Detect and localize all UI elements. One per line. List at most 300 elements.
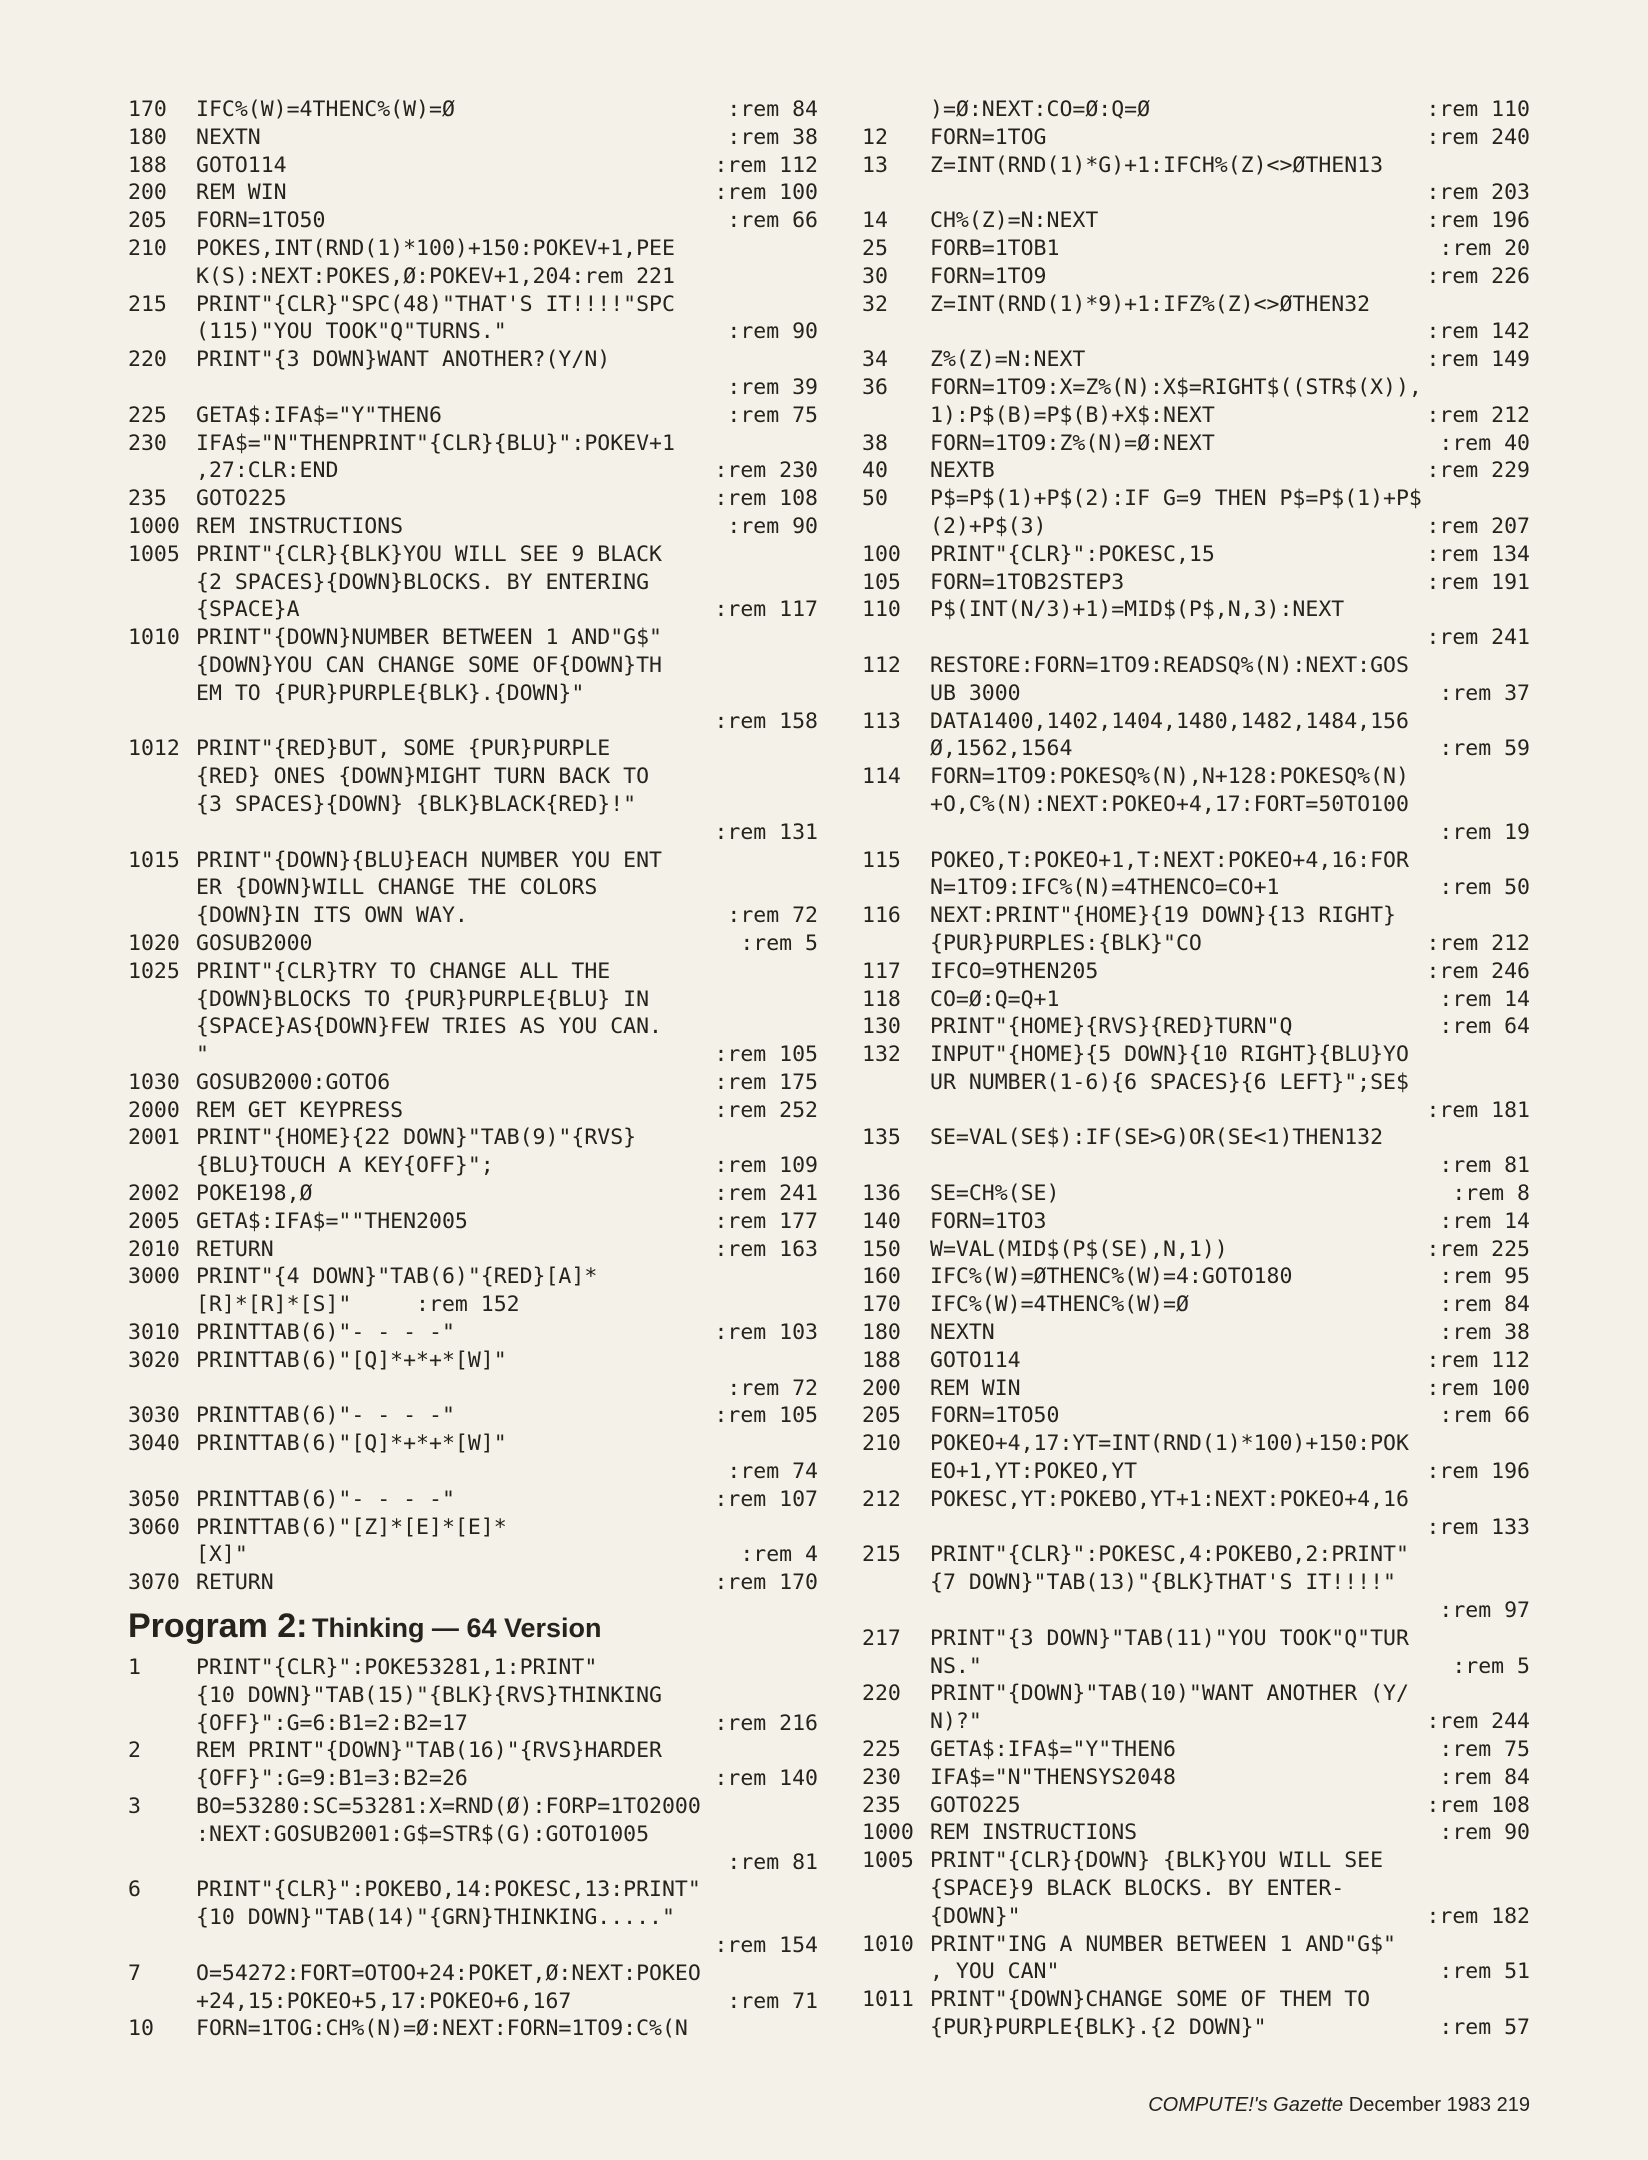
code-line bbox=[128, 402, 818, 430]
line-number: 2001 bbox=[128, 1125, 180, 1151]
line-code: FORN=1TOG:CH%(N)=Ø:NEXT:FORN=1TO9:C%(N bbox=[196, 2016, 688, 2042]
line-checksum: :rem 244 bbox=[1426, 1709, 1530, 1735]
code-line bbox=[862, 819, 1530, 847]
line-number: 25 bbox=[862, 235, 888, 261]
code-line bbox=[862, 1819, 1530, 1847]
code-line bbox=[862, 541, 1530, 569]
line-code: {SPACE}AS{DOWN}FEW TRIES AS YOU CAN. bbox=[196, 1014, 662, 1040]
code-line bbox=[862, 958, 1530, 986]
line-code: RETURN bbox=[196, 1236, 274, 1262]
line-number: 38 bbox=[862, 430, 888, 456]
line-code: POKEO+4,17:YT=INT(RND(1)*100)+150:POK bbox=[930, 1431, 1409, 1457]
line-code: {RED} ONES {DOWN}MIGHT TURN BACK TO bbox=[196, 764, 650, 790]
code-line bbox=[862, 1236, 1530, 1264]
line-number: 40 bbox=[862, 458, 888, 484]
line-checksum: :rem 4 bbox=[740, 1542, 818, 1568]
code-line bbox=[128, 1375, 818, 1403]
code-line bbox=[862, 485, 1530, 513]
code-line bbox=[128, 1821, 818, 1849]
line-number: 3000 bbox=[128, 1264, 180, 1290]
line-number: 105 bbox=[862, 569, 901, 595]
line-number: 50 bbox=[862, 486, 888, 512]
code-line bbox=[128, 1960, 818, 1988]
line-checksum: :rem 158 bbox=[714, 708, 818, 734]
line-code: UR NUMBER(1-6){6 SPACES}{6 LEFT}";SE$ bbox=[930, 1069, 1409, 1095]
line-number: 225 bbox=[128, 402, 167, 428]
line-code: GOTO114 bbox=[930, 1347, 1021, 1373]
line-code: (115)"YOU TOOK"Q"TURNS." bbox=[196, 319, 507, 345]
line-code: FORN=1TOG bbox=[930, 124, 1047, 150]
line-code: SE=CH%(SE) bbox=[930, 1181, 1060, 1207]
code-line bbox=[128, 207, 818, 235]
line-code: ,27:CLR:END bbox=[196, 458, 339, 484]
line-code: GOSUB2000 bbox=[196, 930, 313, 956]
code-line bbox=[128, 124, 818, 152]
line-checksum: :rem 71 bbox=[727, 1988, 818, 2014]
line-number: 2002 bbox=[128, 1181, 180, 1207]
line-code: IFC%(W)=4THENC%(W)=Ø bbox=[930, 1292, 1189, 1318]
line-code: P$(INT(N/3)+1)=MID$(P$,N,3):NEXT bbox=[930, 597, 1345, 623]
line-number: 32 bbox=[862, 291, 888, 317]
line-code: GETA$:IFA$=""THEN2005 bbox=[196, 1208, 468, 1234]
line-checksum: :rem 103 bbox=[714, 1320, 818, 1346]
line-number: 3030 bbox=[128, 1403, 180, 1429]
line-code: {DOWN}BLOCKS TO {PUR}PURPLE{BLU} IN bbox=[196, 986, 650, 1012]
code-line bbox=[128, 235, 818, 263]
line-number: 3060 bbox=[128, 1514, 180, 1540]
line-checksum: :rem 246 bbox=[1426, 958, 1530, 984]
line-code: :NEXT:GOSUB2001:G$=STR$(G):GOTO1005 bbox=[196, 1821, 650, 1847]
code-line bbox=[862, 318, 1530, 346]
code-line bbox=[128, 318, 818, 346]
code-line bbox=[128, 1180, 818, 1208]
line-checksum: :rem 100 bbox=[714, 180, 818, 206]
code-line bbox=[862, 1486, 1530, 1514]
line-checksum: :rem 90 bbox=[727, 513, 818, 539]
line-number: 200 bbox=[128, 180, 167, 206]
code-line bbox=[862, 207, 1530, 235]
code-line bbox=[862, 763, 1530, 791]
line-number: 170 bbox=[862, 1292, 901, 1318]
line-checksum: :rem 108 bbox=[1426, 1792, 1530, 1818]
line-number: 116 bbox=[862, 903, 901, 929]
line-code: NEXT:PRINT"{HOME}{19 DOWN}{13 RIGHT} bbox=[930, 903, 1396, 929]
line-checksum: :rem 196 bbox=[1426, 1459, 1530, 1485]
code-line bbox=[862, 986, 1530, 1014]
line-checksum: :rem 212 bbox=[1426, 930, 1530, 956]
line-code: PRINTTAB(6)"- - - -" bbox=[196, 1320, 455, 1346]
line-code: {PUR}PURPLE{BLK}.{2 DOWN}" bbox=[930, 2014, 1267, 2040]
line-checksum: :rem 140 bbox=[714, 1766, 818, 1792]
line-number: 30 bbox=[862, 263, 888, 289]
line-number: 117 bbox=[862, 958, 901, 984]
line-number: 34 bbox=[862, 347, 888, 373]
code-line bbox=[862, 235, 1530, 263]
code-line bbox=[862, 680, 1530, 708]
line-checksum: :rem 39 bbox=[727, 374, 818, 400]
line-checksum: :rem 97 bbox=[1439, 1598, 1530, 1624]
line-checksum: :rem 225 bbox=[1426, 1236, 1530, 1262]
line-checksum: :rem 66 bbox=[727, 208, 818, 234]
line-code: Z%(Z)=N:NEXT bbox=[930, 347, 1086, 373]
code-line bbox=[128, 1263, 818, 1291]
line-number: 188 bbox=[862, 1347, 901, 1373]
line-code: POKES,INT(RND(1)*100)+150:POKEV+1,PEE bbox=[196, 235, 675, 261]
code-line bbox=[128, 708, 818, 736]
code-line bbox=[862, 1736, 1530, 1764]
line-number: 110 bbox=[862, 597, 901, 623]
code-line bbox=[862, 1680, 1530, 1708]
line-code: {OFF}":G=6:B1=2:B2=17 bbox=[196, 1710, 468, 1736]
line-checksum: :rem 57 bbox=[1439, 2014, 1530, 2040]
code-line bbox=[862, 652, 1530, 680]
line-code: , YOU CAN" bbox=[930, 1959, 1060, 1985]
line-code: IFC%(W)=ØTHENC%(W)=4:GOTO180 bbox=[930, 1264, 1293, 1290]
code-line bbox=[128, 1765, 818, 1793]
line-number: 114 bbox=[862, 764, 901, 790]
line-number: 1010 bbox=[128, 625, 180, 651]
line-checksum: :rem 110 bbox=[1426, 97, 1530, 122]
page-footer bbox=[1148, 2094, 1530, 2117]
code-line bbox=[862, 1430, 1530, 1458]
line-code: [X]" bbox=[196, 1542, 248, 1568]
line-number: 100 bbox=[862, 541, 901, 567]
line-checksum: :rem 229 bbox=[1426, 458, 1530, 484]
line-checksum: :rem 170 bbox=[714, 1570, 818, 1596]
code-line bbox=[128, 1654, 818, 1682]
code-line bbox=[128, 1097, 818, 1125]
line-number: 130 bbox=[862, 1014, 901, 1040]
program-2-label: Program 2: bbox=[128, 1607, 308, 1646]
line-code: GETA$:IFA$="Y"THEN6 bbox=[930, 1737, 1176, 1763]
code-line bbox=[128, 1904, 818, 1932]
code-line bbox=[128, 902, 818, 930]
line-number: 140 bbox=[862, 1208, 901, 1234]
line-code: PRINT"{CLR}{BLK}YOU WILL SEE 9 BLACK bbox=[196, 541, 662, 567]
line-code: FORN=1TO9 bbox=[930, 263, 1047, 289]
line-number: 13 bbox=[862, 152, 888, 178]
code-line bbox=[862, 1347, 1530, 1375]
code-line bbox=[862, 2014, 1530, 2042]
code-line bbox=[862, 1263, 1530, 1291]
code-line bbox=[862, 847, 1530, 875]
code-line bbox=[128, 1124, 818, 1152]
code-line bbox=[128, 263, 818, 291]
line-code: IFC%(W)=4THENC%(W)=Ø bbox=[196, 97, 455, 122]
code-line bbox=[128, 1319, 818, 1347]
code-line bbox=[862, 96, 1530, 124]
line-number: 135 bbox=[862, 1125, 901, 1151]
line-number: 14 bbox=[862, 208, 888, 234]
line-code: PRINT"{3 DOWN}WANT ANOTHER?(Y/N) bbox=[196, 347, 611, 373]
code-line bbox=[862, 1958, 1530, 1986]
code-line bbox=[128, 513, 818, 541]
line-checksum: :rem 142 bbox=[1426, 319, 1530, 345]
line-number: 212 bbox=[862, 1486, 901, 1512]
code-line bbox=[128, 1208, 818, 1236]
line-code: GOTO225 bbox=[930, 1792, 1021, 1818]
code-line bbox=[128, 958, 818, 986]
line-checksum: :rem 108 bbox=[714, 486, 818, 512]
line-checksum: :rem 38 bbox=[727, 124, 818, 150]
line-checksum: :rem 64 bbox=[1439, 1014, 1530, 1040]
line-number: 230 bbox=[862, 1764, 901, 1790]
line-code: PRINT"{CLR}"SPC(48)"THAT'S IT!!!!"SPC bbox=[196, 291, 675, 317]
line-code: FORB=1TOB1 bbox=[930, 235, 1060, 261]
line-checksum: :rem 5 bbox=[740, 930, 818, 956]
code-line bbox=[128, 1569, 818, 1597]
line-code: INPUT"{HOME}{5 DOWN}{10 RIGHT}{BLU}YO bbox=[930, 1042, 1409, 1068]
line-code: {DOWN}IN ITS OWN WAY. bbox=[196, 903, 468, 929]
program-2-heading bbox=[128, 1607, 818, 1646]
line-code: POKEO,T:POKEO+1,T:NEXT:POKEO+4,16:FOR bbox=[930, 847, 1409, 873]
code-line bbox=[128, 1737, 818, 1765]
line-number: 225 bbox=[862, 1737, 901, 1763]
line-checksum: :rem 75 bbox=[727, 402, 818, 428]
line-number: 3020 bbox=[128, 1347, 180, 1373]
code-line bbox=[862, 1208, 1530, 1236]
line-checksum: :rem 226 bbox=[1426, 263, 1530, 289]
line-checksum: :rem 133 bbox=[1426, 1514, 1530, 1540]
code-line bbox=[128, 541, 818, 569]
line-code: PRINT"{CLR}TRY TO CHANGE ALL THE bbox=[196, 958, 611, 984]
line-number: 220 bbox=[862, 1681, 901, 1707]
code-line bbox=[862, 1402, 1530, 1430]
line-checksum: :rem 175 bbox=[714, 1069, 818, 1095]
line-checksum: :rem 95 bbox=[1439, 1264, 1530, 1290]
code-line bbox=[862, 1041, 1530, 1069]
line-checksum: :rem 20 bbox=[1439, 235, 1530, 261]
line-code: IFCO=9THEN205 bbox=[930, 958, 1099, 984]
code-line bbox=[862, 179, 1530, 207]
line-code: RETURN bbox=[196, 1570, 274, 1596]
code-line bbox=[862, 1875, 1530, 1903]
program-1-listing-end bbox=[128, 96, 818, 1597]
code-line bbox=[862, 1792, 1530, 1820]
line-number: 136 bbox=[862, 1181, 901, 1207]
code-line bbox=[128, 1347, 818, 1375]
code-line bbox=[128, 485, 818, 513]
code-line bbox=[128, 1682, 818, 1710]
code-line bbox=[862, 1458, 1530, 1486]
code-line bbox=[128, 1710, 818, 1738]
code-line bbox=[128, 1541, 818, 1569]
line-number: 217 bbox=[862, 1625, 901, 1651]
code-line bbox=[862, 1597, 1530, 1625]
line-number: 1030 bbox=[128, 1069, 180, 1095]
line-number: 180 bbox=[862, 1320, 901, 1346]
code-line bbox=[128, 624, 818, 652]
line-code: {DOWN}YOU CAN CHANGE SOME OF{DOWN}TH bbox=[196, 652, 662, 678]
code-line bbox=[862, 1569, 1530, 1597]
line-code: GOTO114 bbox=[196, 152, 287, 178]
code-line bbox=[128, 1793, 818, 1821]
line-code: PRINT"{CLR}{DOWN} {BLK}YOU WILL SEE bbox=[930, 1848, 1384, 1874]
line-checksum: :rem 37 bbox=[1439, 680, 1530, 706]
code-line bbox=[862, 1124, 1530, 1152]
code-line bbox=[128, 1988, 818, 2016]
line-number: 3040 bbox=[128, 1431, 180, 1457]
code-line bbox=[862, 1708, 1530, 1736]
line-checksum: :rem 191 bbox=[1426, 569, 1530, 595]
line-number: 220 bbox=[128, 347, 167, 373]
line-code: (2)+P$(3) bbox=[930, 513, 1047, 539]
line-number: 1010 bbox=[862, 1931, 914, 1957]
code-line bbox=[128, 819, 818, 847]
line-code: K(S):NEXT:POKES,Ø:POKEV+1,204:rem 221 bbox=[196, 263, 675, 289]
line-checksum: :rem 50 bbox=[1439, 875, 1530, 901]
code-line bbox=[128, 1291, 818, 1319]
code-line bbox=[862, 1097, 1530, 1125]
line-code: PRINTTAB(6)"[Z]*[E]*[E]* bbox=[196, 1514, 507, 1540]
line-number: 10 bbox=[128, 2016, 154, 2042]
line-checksum: :rem 163 bbox=[714, 1236, 818, 1262]
line-number: 235 bbox=[128, 486, 167, 512]
line-code: FORN=1TO9:POKESQ%(N),N+128:POKESQ%(N) bbox=[930, 764, 1409, 790]
code-line bbox=[128, 763, 818, 791]
line-checksum: :rem 72 bbox=[727, 1375, 818, 1401]
line-code: REM INSTRUCTIONS bbox=[196, 513, 404, 539]
line-number: 210 bbox=[128, 235, 167, 261]
line-code: {10 DOWN}"TAB(15)"{BLK}{RVS}THINKING bbox=[196, 1682, 662, 1708]
code-line bbox=[128, 1236, 818, 1264]
line-checksum: :rem 75 bbox=[1439, 1737, 1530, 1763]
line-checksum: :rem 40 bbox=[1439, 430, 1530, 456]
code-line bbox=[862, 1847, 1530, 1875]
line-code: PRINT"{CLR}":POKEBO,14:POKESC,13:PRINT" bbox=[196, 1877, 701, 1903]
code-line bbox=[128, 457, 818, 485]
line-number: 2005 bbox=[128, 1208, 180, 1234]
code-line bbox=[128, 569, 818, 597]
code-line bbox=[128, 1514, 818, 1542]
code-line bbox=[128, 2015, 818, 2043]
code-line bbox=[862, 152, 1530, 180]
code-line bbox=[128, 152, 818, 180]
line-code: NEXTB bbox=[930, 458, 995, 484]
line-code: CH%(Z)=N:NEXT bbox=[930, 208, 1099, 234]
line-number: 3050 bbox=[128, 1486, 180, 1512]
code-line bbox=[862, 430, 1530, 458]
line-checksum: :rem 74 bbox=[727, 1459, 818, 1485]
line-number: 180 bbox=[128, 124, 167, 150]
code-line bbox=[862, 1541, 1530, 1569]
code-line bbox=[128, 291, 818, 319]
code-line bbox=[862, 124, 1530, 152]
line-code: Z=INT(RND(1)*9)+1:IFZ%(Z)<>ØTHEN32 bbox=[930, 291, 1371, 317]
line-checksum: :rem 134 bbox=[1426, 541, 1530, 567]
line-code: PRINT"ING A NUMBER BETWEEN 1 AND"G$" bbox=[930, 1931, 1396, 1957]
code-line bbox=[862, 596, 1530, 624]
line-checksum: :rem 252 bbox=[714, 1097, 818, 1123]
line-code: CO=Ø:Q=Q+1 bbox=[930, 986, 1060, 1012]
line-code: PRINTTAB(6)"- - - -" bbox=[196, 1486, 455, 1512]
code-line bbox=[128, 1152, 818, 1180]
line-checksum: :rem 154 bbox=[714, 1933, 818, 1958]
line-number: 112 bbox=[862, 652, 901, 678]
line-code: FORN=1TO9:X=Z%(N):X$=RIGHT$((STR$(X)), bbox=[930, 374, 1422, 400]
line-checksum: :rem 241 bbox=[1426, 625, 1530, 651]
line-number: 230 bbox=[128, 430, 167, 456]
line-code: FORN=1TO9:Z%(N)=Ø:NEXT bbox=[930, 430, 1215, 456]
line-code: P$=P$(1)+P$(2):IF G=9 THEN P$=P$(1)+P$ bbox=[930, 486, 1422, 512]
line-code: Z=INT(RND(1)*G)+1:IFCH%(Z)<>ØTHEN13 bbox=[930, 152, 1384, 178]
line-number: 1005 bbox=[128, 541, 180, 567]
line-code: PRINT"{RED}BUT, SOME {PUR}PURPLE bbox=[196, 736, 611, 762]
line-checksum: :rem 72 bbox=[727, 903, 818, 929]
line-code: REM GET KEYPRESS bbox=[196, 1097, 404, 1123]
line-checksum: :rem 105 bbox=[714, 1403, 818, 1429]
line-checksum: :rem 81 bbox=[1439, 1153, 1530, 1179]
code-line bbox=[862, 263, 1530, 291]
code-line bbox=[862, 1653, 1530, 1681]
code-line bbox=[128, 1932, 818, 1960]
right-column bbox=[862, 96, 1530, 2042]
line-number: 210 bbox=[862, 1431, 901, 1457]
line-code: [R]*[R]*[S]" :rem 152 bbox=[196, 1292, 520, 1318]
line-checksum: :rem 131 bbox=[714, 819, 818, 845]
line-number: 1005 bbox=[862, 1848, 914, 1874]
line-number: 12 bbox=[862, 124, 888, 150]
line-code: {2 SPACES}{DOWN}BLOCKS. BY ENTERING bbox=[196, 569, 650, 595]
code-line bbox=[128, 96, 818, 124]
line-code: IFA$="N"THENSYS2048 bbox=[930, 1764, 1176, 1790]
line-checksum: :rem 230 bbox=[714, 458, 818, 484]
line-checksum: :rem 241 bbox=[714, 1181, 818, 1207]
code-line bbox=[862, 1375, 1530, 1403]
line-code: N=1TO9:IFC%(N)=4THENCO=CO+1 bbox=[930, 875, 1280, 901]
line-number: 200 bbox=[862, 1375, 901, 1401]
line-number: 2000 bbox=[128, 1097, 180, 1123]
code-line bbox=[128, 1876, 818, 1904]
line-code: FORN=1TOB2STEP3 bbox=[930, 569, 1125, 595]
code-line bbox=[862, 291, 1530, 319]
code-line bbox=[862, 624, 1530, 652]
code-line bbox=[862, 402, 1530, 430]
line-code: N)?" bbox=[930, 1709, 982, 1735]
line-code: ER {DOWN}WILL CHANGE THE COLORS bbox=[196, 875, 598, 901]
line-checksum: :rem 203 bbox=[1426, 180, 1530, 206]
line-number: 160 bbox=[862, 1264, 901, 1290]
code-line bbox=[128, 346, 818, 374]
line-code: PRINT"{HOME}{22 DOWN}"TAB(9)"{RVS} bbox=[196, 1125, 637, 1151]
line-number: 235 bbox=[862, 1792, 901, 1818]
code-line bbox=[128, 430, 818, 458]
line-checksum: :rem 181 bbox=[1426, 1097, 1530, 1123]
line-code: {OFF}":G=9:B1=3:B2=26 bbox=[196, 1766, 468, 1792]
line-checksum: :rem 182 bbox=[1426, 1903, 1530, 1929]
line-code: EO+1,YT:POKEO,YT bbox=[930, 1459, 1138, 1485]
code-line bbox=[862, 930, 1530, 958]
code-line bbox=[862, 1180, 1530, 1208]
line-checksum: :rem 51 bbox=[1439, 1959, 1530, 1985]
line-number: 118 bbox=[862, 986, 901, 1012]
code-line bbox=[862, 569, 1530, 597]
line-code: {PUR}PURPLES:{BLK}"CO bbox=[930, 930, 1202, 956]
line-checksum: :rem 112 bbox=[714, 152, 818, 178]
line-code: PRINT"{4 DOWN}"TAB(6)"{RED}[A]* bbox=[196, 1264, 598, 1290]
line-code: EM TO {PUR}PURPLE{BLK}.{DOWN}" bbox=[196, 680, 585, 706]
line-number: 215 bbox=[862, 1542, 901, 1568]
line-code: PRINT"{3 DOWN}"TAB(11)"YOU TOOK"Q"TUR bbox=[930, 1625, 1409, 1651]
line-checksum: :rem 38 bbox=[1439, 1320, 1530, 1346]
line-code: NS." bbox=[930, 1653, 982, 1679]
line-code: " bbox=[196, 1042, 209, 1068]
code-line bbox=[128, 1069, 818, 1097]
line-number: 6 bbox=[128, 1877, 141, 1903]
line-code: {10 DOWN}"TAB(14)"{GRN}THINKING....." bbox=[196, 1905, 675, 1931]
line-number: 3070 bbox=[128, 1570, 180, 1596]
line-code: GOSUB2000:GOTO6 bbox=[196, 1069, 391, 1095]
